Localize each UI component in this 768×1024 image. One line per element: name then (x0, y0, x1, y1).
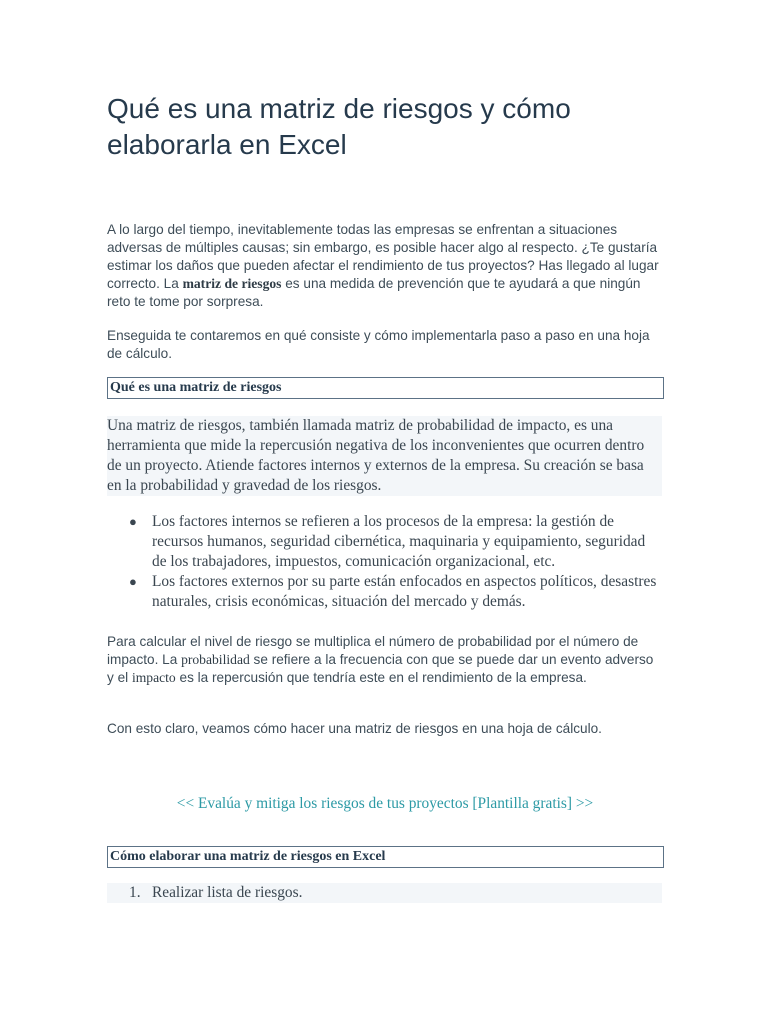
closing-paragraph: Con esto claro, veamos cómo hacer una matriz de riesgos en una hoja de cálculo. (107, 721, 602, 736)
bullet-text-external: Los factores externos por su parte están enfocados en aspectos políticos, desastres naturales, crisis económicas, situación del mercado y demás. (152, 573, 657, 610)
section-heading-how-to: Cómo elaborar una matriz de riesgos en Excel (107, 846, 664, 868)
section-heading-what-is: Qué es una matriz de riesgos (107, 377, 664, 399)
calc-text-3: es la repercusión que tendría este en el rendimiento de la empresa. (175, 670, 587, 685)
bullet-text-internal: Los factores internos se refieren a los procesos de la empresa: la gestión de recursos humanos, seguridad cibernética, maquinaria y equipamiento, seguridad de los trabajadores, impuestos, comunicación organizacional, etc. (152, 513, 646, 570)
intro-bold-term: matriz de riesgos (182, 276, 282, 291)
list-item (107, 512, 663, 572)
calc-text-2: se refiere a la frecuencia con que se puede dar un evento adverso y el (107, 652, 654, 685)
intro-text-1: A lo largo del tiempo, inevitablemente todas las empresas se enfrentan a situaciones adversas de múltiples causas; sin embargo, es posible hacer algo al respecto. ¿Te gustaría estimar los daños que pueden afectar el rendimiento de tus proyectos? Has llegado al lugar correcto. La (107, 222, 659, 291)
calc-text-1: Para calcular el nivel de riesgo se multiplica el número de probabilidad por el número de impacto. La (107, 634, 639, 667)
step-number: 1. (129, 884, 141, 901)
calc-paragraph (107, 633, 663, 687)
step-text: Realizar lista de riesgos. (152, 884, 303, 901)
list-item (107, 572, 663, 612)
bullet-icon: ● (129, 514, 137, 529)
intro-paragraph-2: Enseguida te contaremos en qué consiste y cómo implementarla paso a paso en una hoja de cálculo. (107, 328, 650, 361)
bullet-icon: ● (129, 574, 137, 589)
template-cta-link[interactable]: << Evalúa y mitiga los riesgos de tus proyectos [Plantilla gratis] >> (176, 795, 594, 812)
definition-block: Una matriz de riesgos, también llamada matriz de probabilidad de impacto, es una herramienta que mide la repercusión negativa de los inconvenientes que ocurren dentro de un proyecto. Atiende factores internos y externos de la empresa. Su creación se basa en la probabilidad y gravedad de los riesgos. (107, 416, 662, 496)
factors-list (107, 512, 663, 612)
intro-paragraph (107, 221, 663, 311)
page-title: Qué es una matriz de riesgos y cómo elaborarla en Excel (107, 93, 571, 160)
impact-term: impacto (131, 670, 176, 685)
intro-text-2: es una medida de prevención que te ayudará a que ningún reto te tome por sorpresa. (107, 276, 641, 309)
steps-list (107, 883, 662, 903)
probability-term: probabilidad (181, 652, 250, 667)
